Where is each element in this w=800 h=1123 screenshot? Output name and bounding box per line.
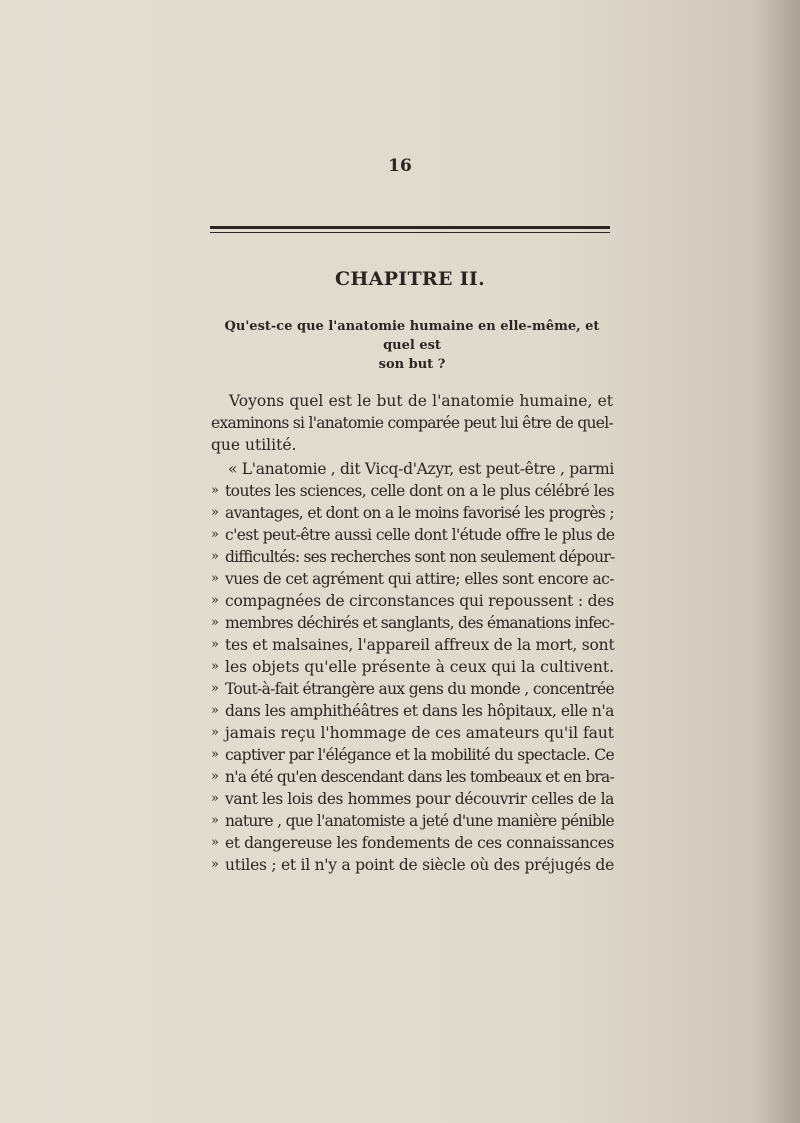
quote-mark: » (211, 659, 219, 674)
quote-line-text: n'a été qu'en descendant dans les tombeaux et en bra- (225, 768, 614, 786)
quote-mark: » (211, 483, 219, 498)
paragraph-line: examinons si l'anatomie comparée peut lui être de quel- (211, 414, 613, 432)
quote-mark: » (211, 791, 219, 806)
header-rule-thick (210, 226, 610, 229)
quote-mark: » (211, 703, 219, 718)
quote-mark: » (211, 725, 219, 740)
quote-line-text: utiles ; et il n'y a point de siècle où des préjugés de (225, 856, 614, 874)
quote-line-text: vant les lois des hommes pour découvrir celles de la (225, 790, 614, 808)
quote-line-text: les objets qu'elle présente à ceux qui la cultivent. (225, 658, 614, 676)
quote-line (211, 656, 614, 678)
quote-line (211, 744, 614, 766)
quote-line (211, 788, 614, 810)
quote-mark: » (211, 681, 219, 696)
subtitle-line: Qu'est-ce que l'anatomie humaine en elle-même, et quel est (224, 319, 600, 353)
quote-line-text: vues de cet agrément qui attire; elles sont encore ac- (225, 570, 614, 588)
quote-line-text: nature , que l'anatomiste a jeté d'une manière pénible (225, 812, 614, 830)
quote-line (211, 854, 614, 876)
quote-line-text: membres déchirés et sanglants, des émanations infec- (225, 614, 614, 632)
quote-line-text: et dangereuse les fondements de ces connaissances (225, 834, 614, 852)
quote-mark: » (211, 835, 219, 850)
quote-line-text: captiver par l'élégance et la mobilité du spectacle. Ce (225, 746, 614, 764)
quote-line-text: dans les amphithéâtres et dans les hôpitaux, elle n'a (225, 702, 614, 720)
subtitle-line: son but ? (378, 357, 446, 372)
quote-line (211, 612, 614, 634)
quote-line (211, 634, 615, 656)
quote-line-text: avantages, et dont on a le moins favorisé les progrès ; (225, 504, 614, 522)
quote-line (211, 678, 614, 700)
quote-line: « L'anatomie , dit Vicq-d'Azyr, est peut-être , parmi (228, 460, 615, 478)
quote-line (211, 722, 614, 744)
quote-line (211, 832, 614, 854)
paragraph-line: que utilité. (211, 436, 297, 454)
quote-mark: » (211, 505, 219, 520)
paragraph-line: Voyons quel est le but de l'anatomie humaine, et (229, 392, 613, 410)
chapter-title: CHAPITRE II. (334, 268, 485, 290)
quote-line-text: compagnées de circonstances qui repoussent : des (225, 592, 614, 610)
quote-line (211, 590, 614, 612)
quote-mark: » (211, 615, 219, 630)
page-number: 16 (388, 156, 412, 176)
header-rule-thin (210, 232, 610, 233)
quote-line (211, 810, 614, 832)
quote-line-text: c'est peut-être aussi celle dont l'étude offre le plus de (225, 526, 615, 544)
quote-line (211, 546, 615, 568)
quote-mark: » (211, 813, 219, 828)
quote-line-text: tes et malsaines, l'appareil affreux de la mort, sont (225, 636, 615, 654)
quote-mark: » (211, 769, 219, 784)
quote-line (211, 700, 614, 722)
quote-mark: » (211, 637, 219, 652)
quote-line-text: toutes les sciences, celle dont on a le plus célébré les (225, 482, 614, 500)
quote-line-text: jamais reçu l'hommage de ces amateurs qu'il faut (225, 724, 614, 742)
quote-mark: » (211, 747, 219, 762)
quote-mark: » (211, 593, 219, 608)
quote-line (211, 502, 614, 524)
quote-line (211, 524, 615, 546)
quote-line (211, 766, 614, 788)
chapter-subtitle (214, 317, 610, 374)
quote-line (211, 568, 614, 590)
quote-line-text: Tout-à-fait étrangère aux gens du monde , concentrée (225, 680, 614, 698)
quote-line (211, 480, 614, 502)
quote-mark: » (211, 857, 219, 872)
quote-line-text: difficultés: ses recherches sont non seulement dépour- (225, 548, 615, 566)
quote-mark: » (211, 549, 219, 564)
quote-mark: » (211, 527, 219, 542)
quote-mark: » (211, 571, 219, 586)
